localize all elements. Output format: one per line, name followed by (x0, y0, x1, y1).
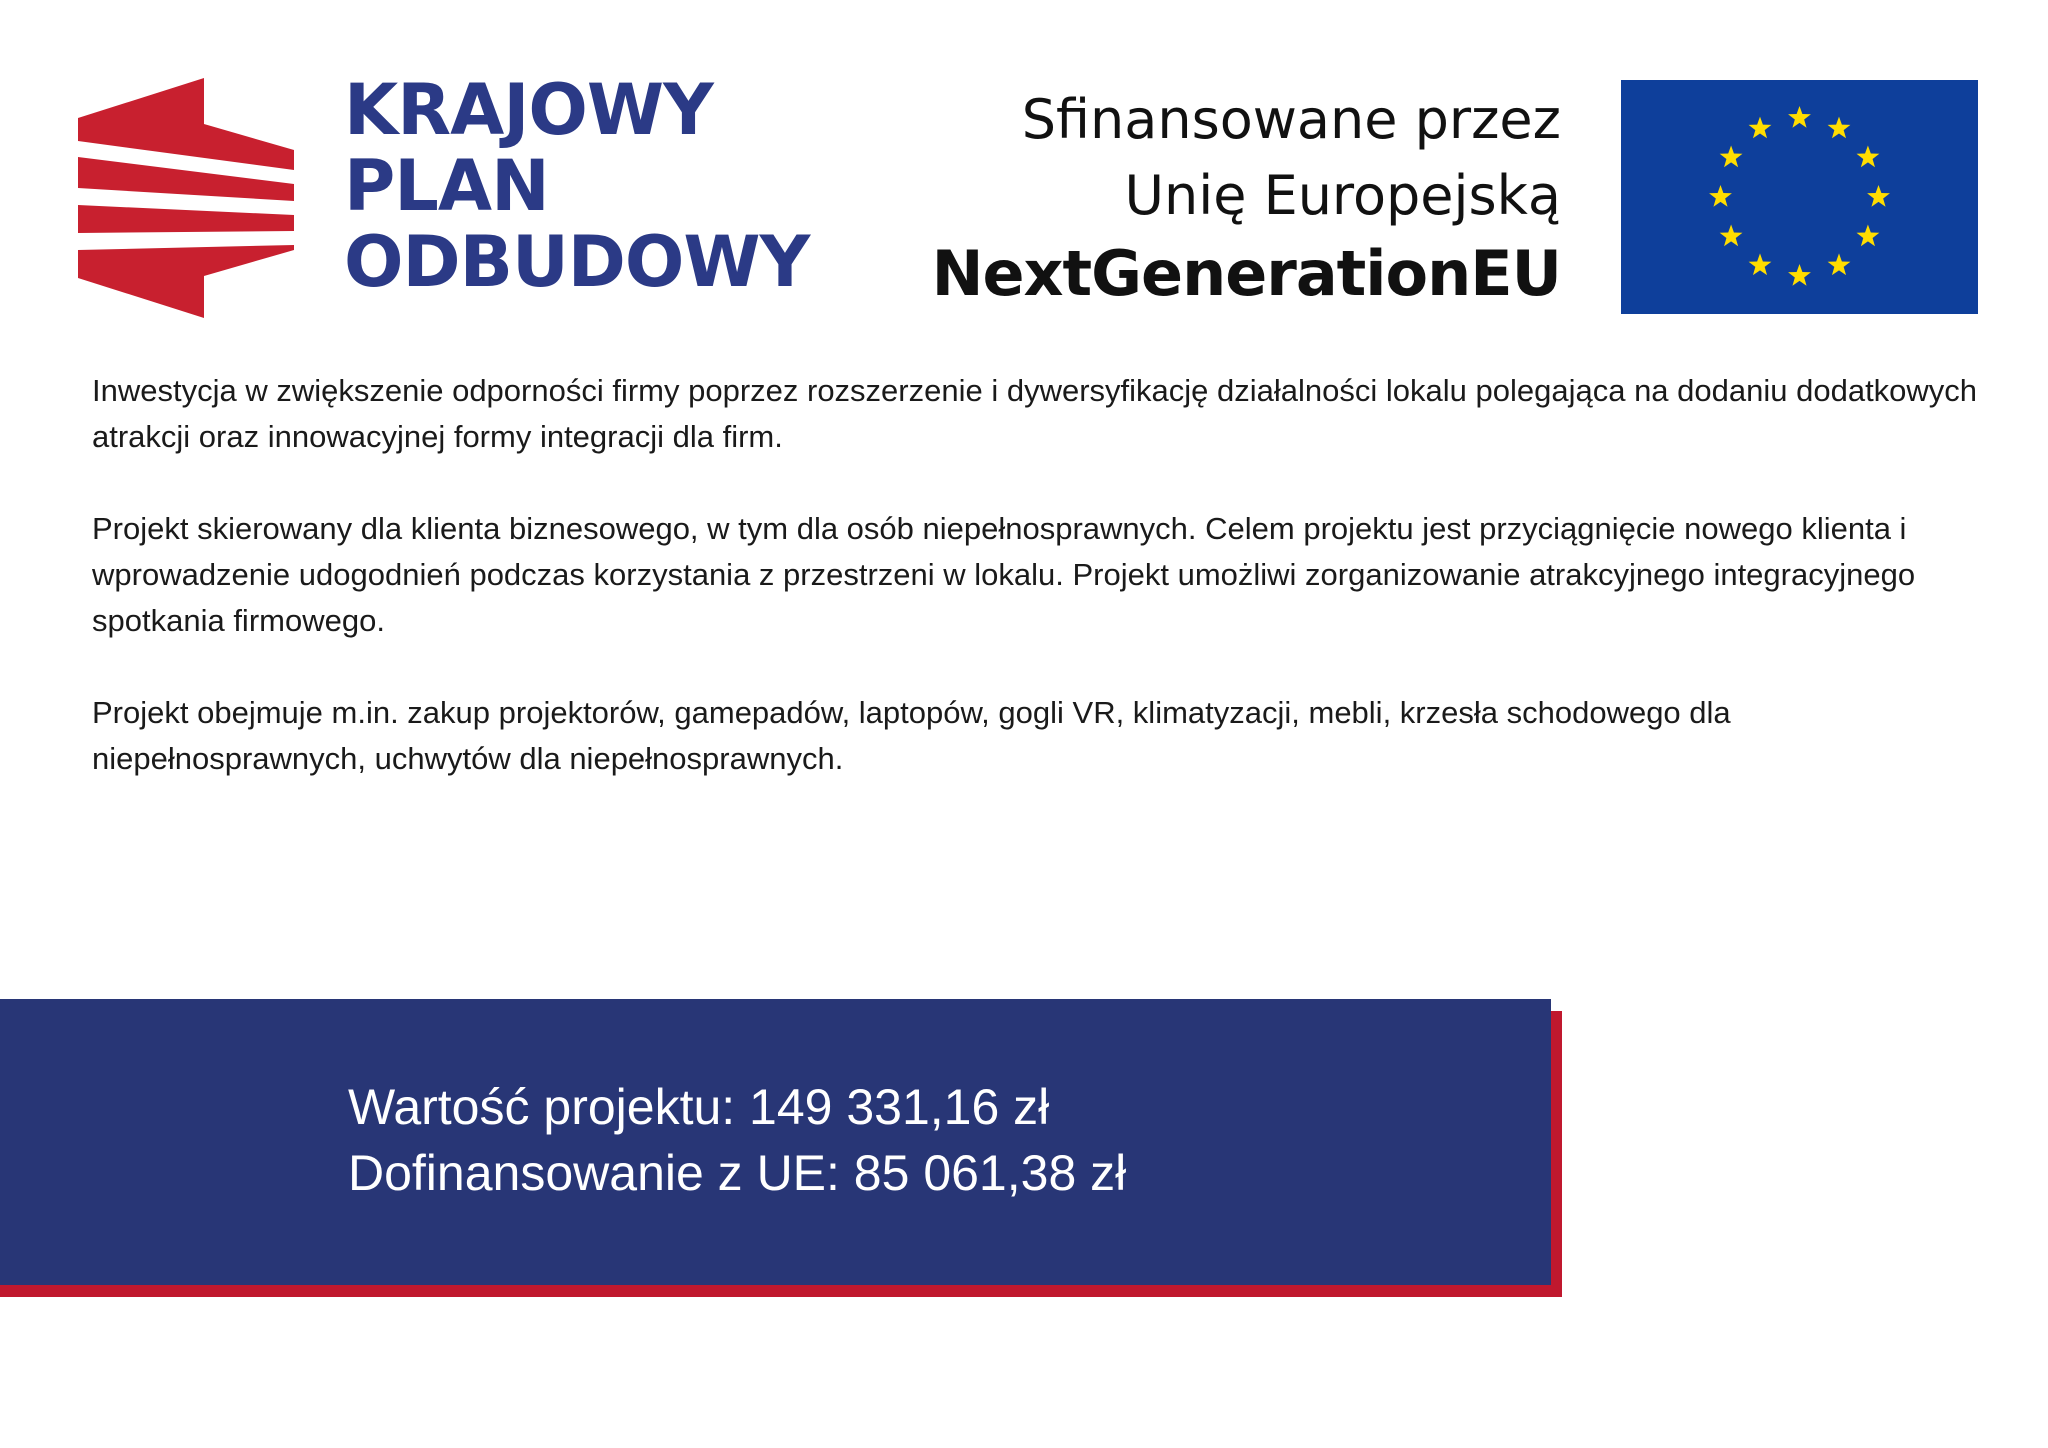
kpo-logo-line1: KRAJOWY (344, 69, 713, 151)
eu-funding-text (932, 82, 1561, 314)
summary-text (348, 1074, 1126, 1206)
project-value: Wartość projektu: 149 331,16 zł (348, 1079, 1050, 1135)
description-paragraph-1: Inwestycja w zwiększenie odporności firmy poprzez rozszerzenie i dywersyfikację działalności lokalu polegająca na dodaniu dodatkowych atrakcji oraz innowacyjnej formy integracji dla firm. (92, 373, 1978, 454)
eu-cofunding-value: Dofinansowanie z UE: 85 061,38 zł (348, 1145, 1127, 1201)
kpo-logo-line2: PLAN (344, 145, 549, 227)
eu-funding-line3: NextGenerationEU (931, 237, 1561, 310)
description-paragraph-3: Projekt obejmuje m.in. zakup projektorów, gamepadów, laptopów, gogli VR, klimatyzacji, mebli, krzesła schodowego dla niepełnosprawnych, uchwytów dla niepełnosprawnych. (92, 695, 1731, 776)
kpo-logo-line3: ODBUDOWY (344, 221, 810, 303)
description-paragraph-2: Projekt skierowany dla klienta biznesowego, w tym dla osób niepełnosprawnych. Celem projektu jest przyciągnięcie nowego klienta i wprowadzenie udogodnień podczas korzystania z przestrzeni w lokalu. Projekt umożliwi zorganizowanie atrakcyjnego integracyjnego spotkania firmowego. (92, 511, 1916, 638)
eu-flag-icon (1621, 80, 1978, 314)
kpo-logo-mark (78, 78, 294, 318)
eu-funding-line1: Sfinansowane przez (1021, 88, 1561, 151)
project-description (92, 368, 1992, 828)
kpo-logo-text (344, 69, 810, 303)
eu-funding-line2: Unię Europejską (1124, 164, 1561, 227)
